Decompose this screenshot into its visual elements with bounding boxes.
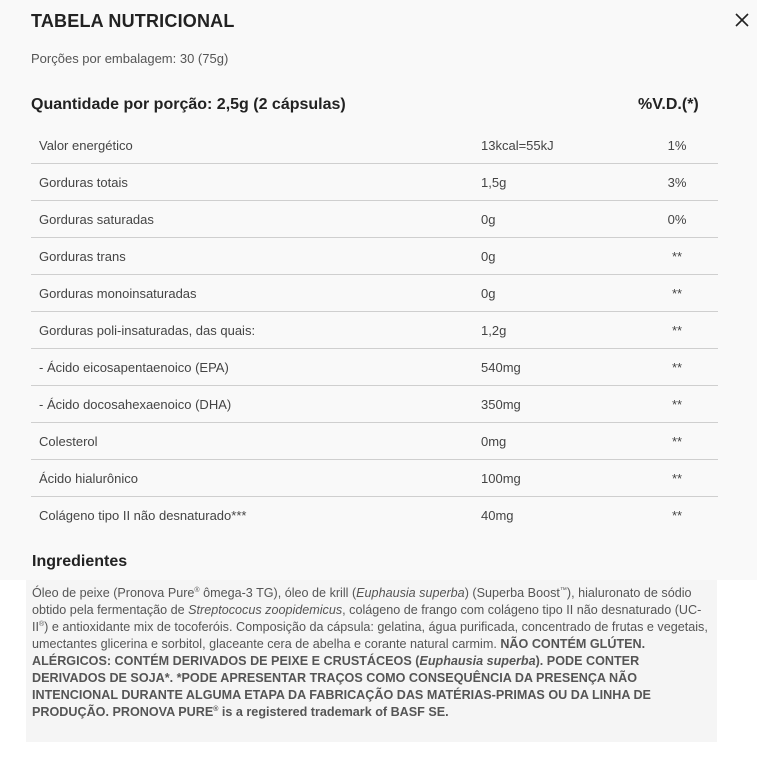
table-row: [31, 312, 718, 349]
table-row: [31, 238, 718, 275]
nutrient-daily-value: **: [671, 286, 683, 301]
registered-mark: ®: [39, 620, 45, 628]
nutrient-name: Colágeno tipo II não desnaturado***: [39, 508, 247, 523]
trademark-notice: is a registered trademark of BASF SE.: [218, 705, 449, 719]
species-name: Euphausia superba: [419, 654, 536, 668]
page-title: TABELA NUTRICIONAL: [31, 11, 235, 31]
nutrient-name: Valor energético: [39, 138, 133, 153]
ingredients-part: , colágeno de frango com colágeno tipo II não desnaturado (UC-II: [32, 603, 702, 634]
species-name: Streptococus zoopidemicus: [188, 603, 343, 617]
nutrient-name: Gorduras monoinsaturadas: [39, 286, 197, 301]
nutrient-amount: 0g: [481, 212, 496, 227]
nutrient-name: Colesterol: [39, 434, 98, 449]
allergen-warning: ). PODE CONTER DERIVADOS DE SOJA*. *PODE APRESENTAR TRAÇOS COMO CONSEQUÊNCIA DA PRESENÇA NÃO INTENCIONAL DURANTE ALGUMA ETAPA DA FABRICAÇÃO DAS MATÉRIAS-PRIMAS OU DA LINHA DE PRODUÇÃO. PRONOVA PURE: [32, 654, 651, 719]
trademark-mark: ™: [559, 586, 567, 594]
daily-value-header: %V.D.(*): [638, 96, 699, 113]
table-row: [31, 127, 718, 164]
nutrition-table: [31, 127, 718, 533]
species-name: Euphausia superba: [356, 586, 465, 600]
table-row: [31, 275, 718, 312]
ingredients-title: Ingredientes: [32, 553, 128, 570]
table-row: [31, 460, 718, 497]
nutrient-amount: 350mg: [481, 397, 521, 412]
nutrient-amount: 0mg: [481, 434, 507, 449]
registered-mark: ®: [213, 705, 219, 713]
ingredients-part: Óleo de peixe (Pronova Pure: [32, 586, 195, 600]
ingredients-part: ômega-3 TG), óleo de krill (: [199, 586, 357, 600]
nutrient-daily-value: 0%: [667, 212, 687, 227]
table-row: [31, 497, 718, 533]
nutrient-daily-value: **: [671, 508, 683, 523]
ingredients-part: ), hialuronato de sódio obtido pela fermentação de: [32, 586, 692, 617]
ingredients-part: ) (Superba Boost: [464, 586, 560, 600]
table-row: [31, 423, 718, 460]
nutrient-name: Gorduras poli-insaturadas, das quais:: [39, 323, 256, 338]
nutrient-name: Ácido hialurônico: [39, 471, 139, 486]
nutrient-daily-value: **: [671, 249, 683, 264]
nutrient-daily-value: **: [671, 471, 683, 486]
allergen-warning: NÃO CONTÉM GLÚTEN. ALÉRGICOS: CONTÉM DERIVADOS DE PEIXE E CRUSTÁCEOS (: [32, 637, 646, 668]
nutrient-amount: 0g: [481, 286, 496, 301]
nutrient-amount: 0g: [481, 249, 496, 264]
nutrient-name: Gorduras totais: [39, 175, 128, 190]
nutrient-name: Gorduras saturadas: [39, 212, 154, 227]
nutrient-name: - Ácido docosahexaenoico (DHA): [39, 397, 232, 412]
nutrient-daily-value: 1%: [667, 138, 687, 153]
servings-per-package: Porções por embalagem: 30 (75g): [31, 51, 229, 66]
nutrient-amount: 13kcal=55kJ: [481, 138, 554, 153]
table-row: [31, 164, 718, 201]
registered-mark: ®: [194, 586, 200, 594]
ingredients-box: [26, 580, 717, 742]
nutrient-name: - Ácido eicosapentaenoico (EPA): [39, 360, 229, 375]
nutrient-daily-value: **: [671, 323, 683, 338]
nutrient-daily-value: 3%: [667, 175, 687, 190]
close-icon[interactable]: [731, 9, 753, 31]
nutrient-daily-value: **: [671, 397, 683, 412]
ingredients-text: [32, 585, 716, 721]
ingredients-part: ) e antioxidante mix de tocoferóis. Composição da cápsula: gelatina, água purificada, concentrado de frutas e vegetais, umectantes glicerina e sorbitol, glaceante cera de abelha e corante natural carmim.: [32, 620, 708, 651]
nutrient-amount: 540mg: [481, 360, 521, 375]
nutrient-daily-value: **: [671, 360, 683, 375]
nutrient-name: Gorduras trans: [39, 249, 126, 264]
table-row: [31, 386, 718, 423]
nutrient-amount: 1,2g: [481, 323, 507, 338]
nutrient-amount: 40mg: [481, 508, 514, 523]
nutrient-amount: 100mg: [481, 471, 521, 486]
table-row: [31, 349, 718, 386]
table-row: [31, 201, 718, 238]
serving-size-header: Quantidade por porção: 2,5g (2 cápsulas): [31, 96, 346, 113]
nutrient-amount: 1,5g: [481, 175, 507, 190]
nutrient-daily-value: **: [671, 434, 683, 449]
